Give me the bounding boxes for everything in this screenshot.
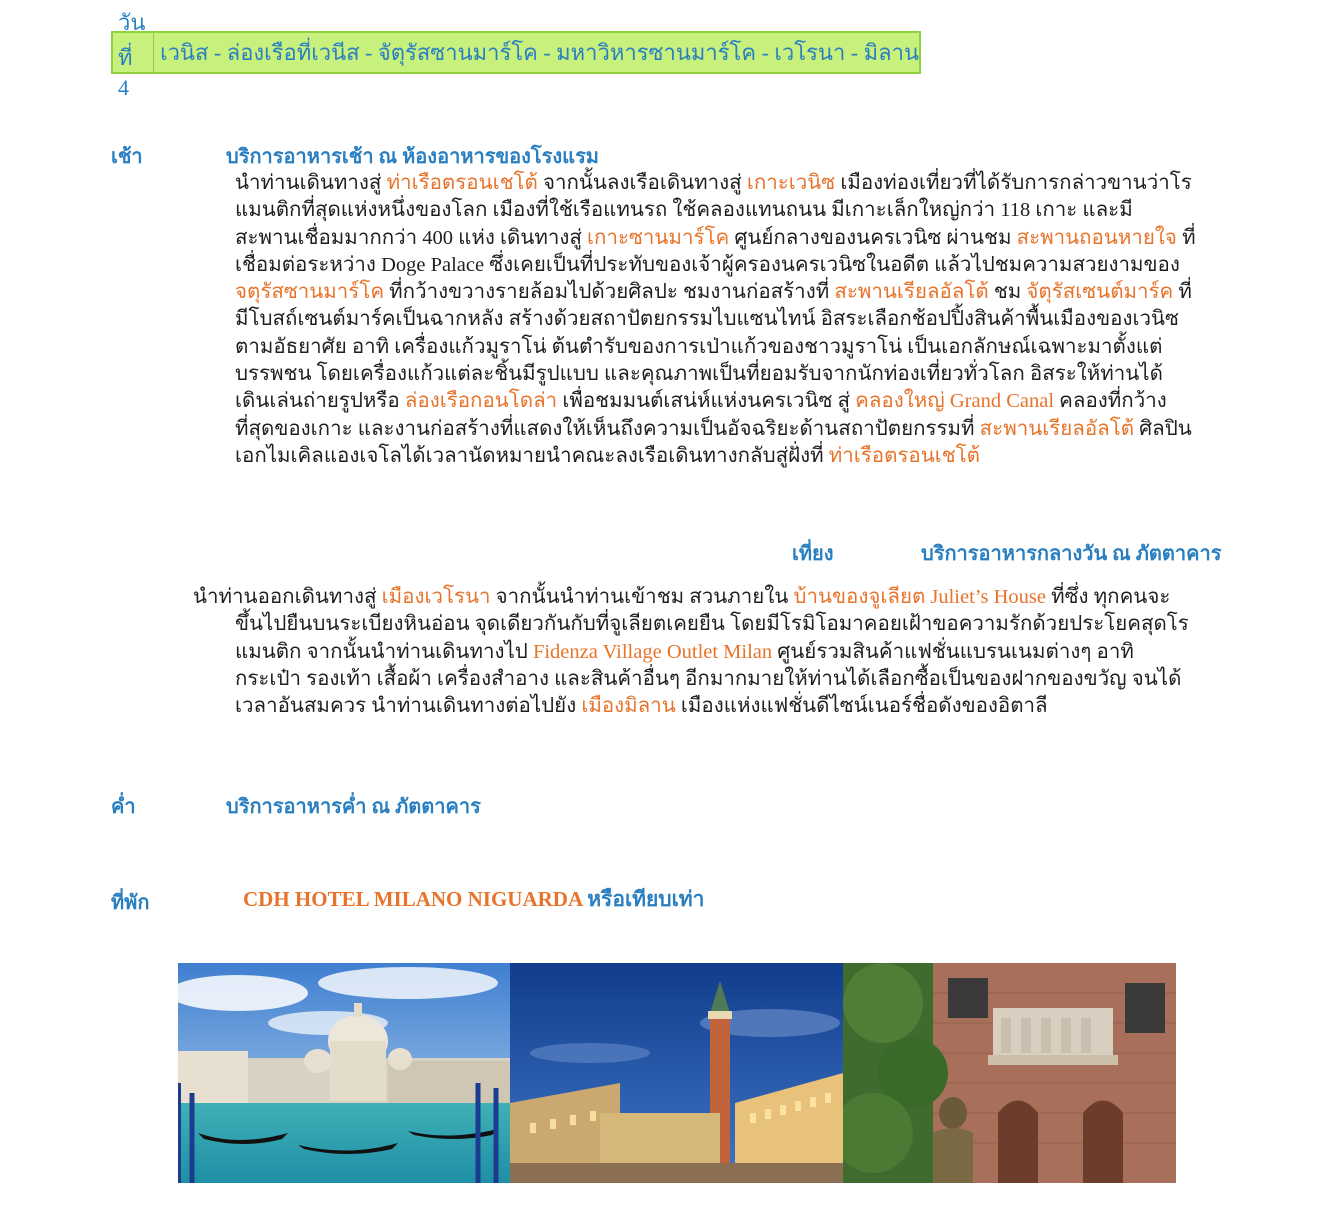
text-run: ที่สุดของเกาะ และงานก่อสร้างที่แสดงให้เห็นถึงความเป็นอัจฉริยะด้านสถาปัตยกรรมที่ xyxy=(235,417,980,440)
highlight-place: เมืองมิลาน xyxy=(581,695,676,718)
text-run: สะพานเชื่อมมากกว่า 400 แห่ง เดินทางสู่ xyxy=(235,226,588,249)
paragraph-line xyxy=(193,611,1189,638)
text-run: เวลาอันสมควร นำท่านเดินทางต่อไปยัง xyxy=(235,695,582,718)
day-title: เวนิส - ล่องเรือที่เวนีส - จัตุรัสซานมาร์โค - มหาวิหารซานมาร์โค - เวโรนา - มิลาน xyxy=(160,40,919,65)
accommodation-label: ที่พัก xyxy=(111,892,150,914)
highlight-place: ท่าเรือตรอนเชโต้ xyxy=(386,172,538,194)
venice-canal-photo xyxy=(178,963,510,1183)
text-run: ที่ xyxy=(1176,226,1196,249)
dinner-label: ค่ำ xyxy=(111,796,136,818)
text-run: ที่ xyxy=(1173,281,1192,304)
text-run: กระเป๋า รองเท้า เสื้อผ้า เครื่องสำอาง และสินค้าอื่นๆ อีกมากมายให้ท่านได้เลือกซื้อเป็นของฝากของขวัญ จนได้ xyxy=(235,667,1182,690)
lunch-label: เที่ยง xyxy=(792,543,834,565)
day-header xyxy=(111,9,921,100)
paragraph-line xyxy=(193,693,1189,720)
breakfast-text: บริการอาหารเช้า ณ ห้องอาหารของโรงแรม xyxy=(226,146,599,168)
paragraph-line xyxy=(235,279,1196,306)
lunch-text: บริการอาหารกลางวัน ณ ภัตตาคาร xyxy=(921,543,1222,565)
morning-description xyxy=(235,170,1196,470)
text-run: คลองที่กว้าง xyxy=(1054,390,1167,413)
text-run: แมนติก จากนั้นนำท่านเดินทางไป xyxy=(235,640,533,663)
paragraph-line xyxy=(193,584,1189,611)
highlight-place: เมืองเวโรนา xyxy=(381,586,491,608)
text-run: ขึ้นไปยืนบนระเบียงหินอ่อน จุดเดียวกันกับที่จูเลียตเคยยืน โดยมีโรมิโอมาคอยเฝ้าขอความรักด้วยประโยคสุดโร xyxy=(235,613,1189,636)
text-run: นำท่านเดินทางสู่ xyxy=(235,172,387,194)
highlight-place: จัตุรัสเซนต์มาร์ค xyxy=(1026,281,1174,304)
text-run: แมนติกที่สุดแห่งหนึ่งของโลก เมืองที่ใช้เรือแทนรถ ใช้คลองแทนถนน มีเกาะเล็กใหญ่กว่า 118 เกาะ และมี xyxy=(235,199,1133,222)
text-run: เอกไมเคิลแองเจโลได้เวลานัดหมายนำคณะลงเรือเดินทางกลับสู่ฝั่งที่ xyxy=(235,444,829,467)
text-run: ที่กว้างขวางรายล้อมไปด้วยศิลปะ ชมงานก่อสร้างที่ xyxy=(384,281,835,304)
paragraph-line xyxy=(235,306,1196,333)
highlight-place: จตุรัสซานมาร์โค xyxy=(235,281,385,304)
breakfast-label: เช้า xyxy=(111,146,143,168)
paragraph-line xyxy=(235,170,1196,197)
text-run: เชื่อมต่อระหว่าง Doge Palace ซึ่งเคยเป็นที่ประทับของเจ้าผู้ครองนครเวนิซในอดีต แล้วไปชมความสวยงามของ xyxy=(235,253,1180,276)
highlight-place: คลองใหญ่ Grand Canal xyxy=(855,390,1055,413)
paragraph-line xyxy=(193,666,1189,693)
text-run: ชม xyxy=(988,281,1027,304)
text-run: เมืองแห่งแฟชั่นดีไซน์เนอร์ชื่อดังของอิตาลี xyxy=(675,695,1048,718)
highlight-place: ล่องเรือกอนโดล่า xyxy=(404,390,558,413)
paragraph-line xyxy=(235,225,1196,252)
afternoon-description xyxy=(193,584,1189,720)
paragraph-line xyxy=(235,252,1196,279)
text-run: ศูนย์กลางของนครเวนิซ ผ่านชม xyxy=(729,226,1017,249)
highlight-place: เกาะเวนิซ xyxy=(746,172,836,194)
text-run: เพื่อชมมนต์เสน่ห์แห่งนครเวนิซ สู่ xyxy=(557,390,856,413)
hotel-suffix: หรือเทียบเท่า xyxy=(581,887,705,911)
paragraph-line xyxy=(193,639,1189,666)
photo-strip xyxy=(178,963,1176,1183)
paragraph-line xyxy=(235,388,1196,415)
highlight-place: สะพานเรียลอัลโต้ xyxy=(834,281,989,304)
campanile-photo xyxy=(510,963,843,1183)
hotel-line xyxy=(243,883,704,916)
paragraph-line xyxy=(235,416,1196,443)
text-run: ศิลปิน xyxy=(1134,417,1192,440)
text-run: บรรพชน โดยเครื่องแก้วแต่ละชิ้นมีรูปแบบ และคุณภาพเป็นที่ยอมรับจากนักท่องเที่ยวทั่วโลก อิสระให้ท่านได้ xyxy=(235,363,1163,386)
text-run: นำท่านออกเดินทางสู่ xyxy=(193,586,382,608)
text-run: จากนั้นนำท่านเข้าชม สวนภายใน xyxy=(490,586,794,608)
text-run: เดินเล่นถ่ายรูปหรือ xyxy=(235,390,405,413)
juliet-house-photo xyxy=(843,963,1176,1183)
highlight-place: ท่าเรือตรอนเชโต้ xyxy=(828,444,980,467)
paragraph-line xyxy=(235,334,1196,361)
text-run: ตามอัธยาศัย อาทิ เครื่องแก้วมูราโน่ ต้นตำรับของการเป่าแก้วของชาวมูราโน่ เป็นเอกลักษณ์เฉพาะมาตั้งแต่ xyxy=(235,335,1163,358)
paragraph-line xyxy=(235,443,1196,470)
dinner-text: บริการอาหารค่ำ ณ ภัตตาคาร xyxy=(226,796,481,818)
text-run: ศูนย์รวมสินค้าแฟชั่นแบรนเนมต่างๆ อาทิ xyxy=(772,640,1134,663)
day-number: วันที่ 4 xyxy=(113,33,154,72)
text-run: จากนั้นลงเรือเดินทางสู่ xyxy=(537,172,747,194)
paragraph-line xyxy=(235,361,1196,388)
paragraph-line xyxy=(235,197,1196,224)
highlight-place: Fidenza Village Outlet Milan xyxy=(532,640,773,663)
hotel-name: CDH HOTEL MILANO NIGUARDA xyxy=(243,887,582,911)
highlight-place: สะพานถอนหายใจ xyxy=(1016,226,1177,249)
text-run: เมืองท่องเที่ยวที่ได้รับการกล่าวขานว่าโร xyxy=(835,172,1192,194)
highlight-place: สะพานเรียลอัลโต้ xyxy=(979,417,1135,440)
text-run: ที่ซึ่ง ทุกคนจะ xyxy=(1045,586,1171,608)
highlight-place: เกาะซานมาร์โค xyxy=(587,226,730,249)
text-run: มีโบสถ์เซนต์มาร์คเป็นฉากหลัง สร้างด้วยสถาปัตยกรรมไบแซนไทน์ อิสระเลือกช้อปปิ้งสินค้าพื้นเมืองของเวนิซ xyxy=(235,308,1179,331)
highlight-place: บ้านของจูเลียต Juliet’s House xyxy=(793,586,1046,608)
